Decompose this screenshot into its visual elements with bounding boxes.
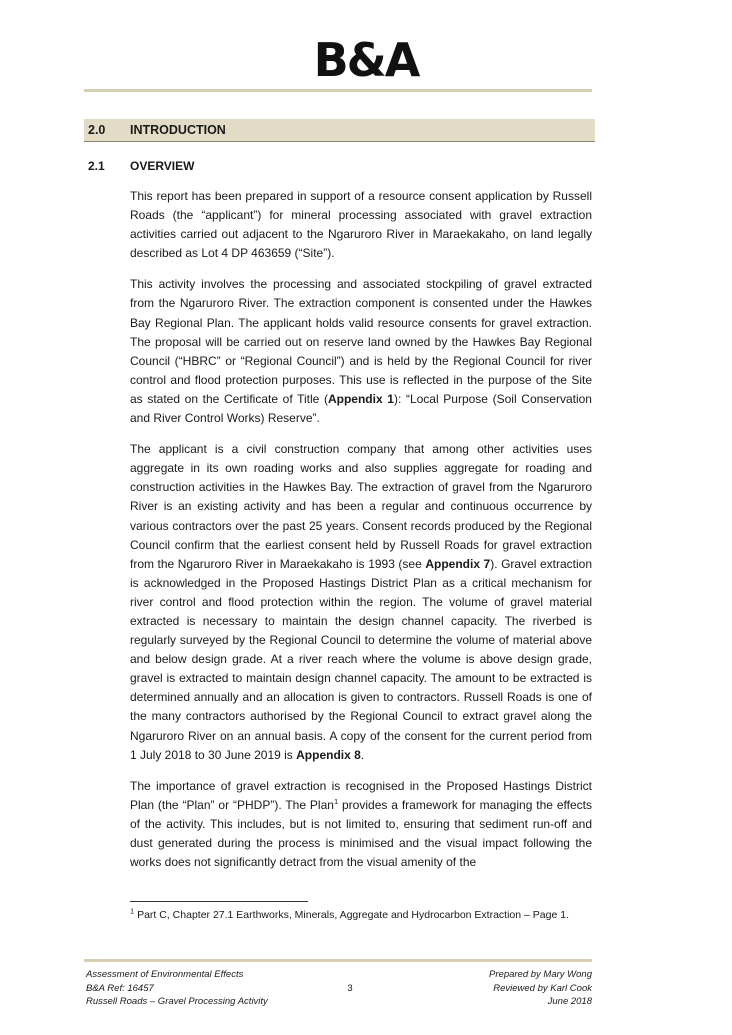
- footnote-reference: 1: [333, 796, 339, 806]
- footer-reviewed-by: Reviewed by Karl Cook: [493, 982, 592, 994]
- body-text: [130, 187, 592, 884]
- section-heading: [84, 119, 595, 142]
- paragraph-4: The importance of gravel extraction is recognised in the Proposed Hastings District Plan (the “Plan” or “PHDP”). The Plan$^1$ provides a framework for managing the effects of the activity. This includes, but is not limited to, ensuring that sediment run-off and dust generated during the process is minimised and the visual impact following the works does not significantly detract from the visual amenity of the: [130, 778, 592, 870]
- footnote-divider: [130, 901, 308, 902]
- subsection-title: OVERVIEW: [130, 159, 195, 173]
- footer-date: June 2018: [547, 996, 592, 1007]
- paragraph-3: The applicant is a civil construction company that among other activities uses aggregate in its own roading works and also supplies aggregate for roading and construction activities in the Hawkes Bay. The extraction of gravel from the Ngaruroro River is an existing activity and has been a regular and continuous occurrence by various contractors over the past 25 years. Consent records produced by the Regional Council confirm that the earliest consent held by Russell Roads for gravel extraction from the Ngaruroro River in Maraekakaho is 1993 (see Appendix 7). Gravel extraction is acknowledged in the Proposed Hastings District Plan as a critical mechanism for river control and flood protection within the region. The volume of gravel material extracted is necessary to maintain the design channel capacity. The riverbed is regularly surveyed by the Regional Council to determine the volume of material above and below design grade. At a river reach where the volume is above design grade, gravel is extracted to maintain design channel capacity. The amount to be extracted is determined annually and an allocation is given to contractors. Russell Roads is one of the many contractors authorised by the Regional Council to extract gravel along the Ngaruroro River on an annual basis. A copy of the consent for the current period from 1 July 2018 to 30 June 2019 is Appendix 8.: [130, 442, 592, 762]
- appendix-1-reference: Appendix 1: [327, 391, 394, 406]
- footer-prepared-by: Prepared by Mary Wong: [489, 969, 592, 980]
- footnote-marker: 1: [130, 906, 135, 916]
- paragraph-1: This report has been prepared in support of a resource consent application by Russell Roads (the “applicant”) for mineral processing associated with gravel extraction activities carried out adjacent to the Ngaruroro River in Maraekakaho, on land legally described as Lot 4 DP 463659 (“Site”).: [130, 189, 592, 261]
- header-divider: [84, 89, 592, 92]
- footer-divider: [84, 959, 592, 962]
- section-number: 2.0: [88, 123, 106, 137]
- footer-project: Russell Roads – Gravel Processing Activity: [86, 996, 268, 1007]
- page-number: 3: [347, 982, 353, 994]
- footer-document-title: Assessment of Environmental Effects: [86, 969, 244, 980]
- section-title: INTRODUCTION: [130, 123, 226, 137]
- footer-reference: B&A Ref: 16457: [86, 982, 154, 994]
- appendix-8-reference: Appendix 8: [296, 747, 361, 762]
- subsection-number: 2.1: [88, 159, 105, 173]
- appendix-7-reference: Appendix 7: [425, 556, 491, 571]
- footnote-text: Part C, Chapter 27.1 Earthworks, Minerals, Aggregate and Hydrocarbon Extraction – Page 1.: [134, 909, 569, 921]
- footnote: [130, 907, 592, 923]
- company-logo: B&A: [313, 33, 419, 87]
- footer-right: [489, 968, 592, 1009]
- paragraph-2: This activity involves the processing and associated stockpiling of gravel extracted from the Ngaruroro River. The extraction component is consented under the Hawkes Bay Regional Plan. The applicant holds valid resource consents for gravel extraction. The proposal will be carried out on reserve land owned by the Hawkes Bay Regional Council (“HBRC” or “Regional Council”) and is held by the Regional Council for river control and flood protection purposes. This use is reflected in the purpose of the Site as stated on the Certificate of Title (Appendix 1): “Local Purpose (Soil Conservation and River Control Works) Reserve”.: [130, 277, 592, 426]
